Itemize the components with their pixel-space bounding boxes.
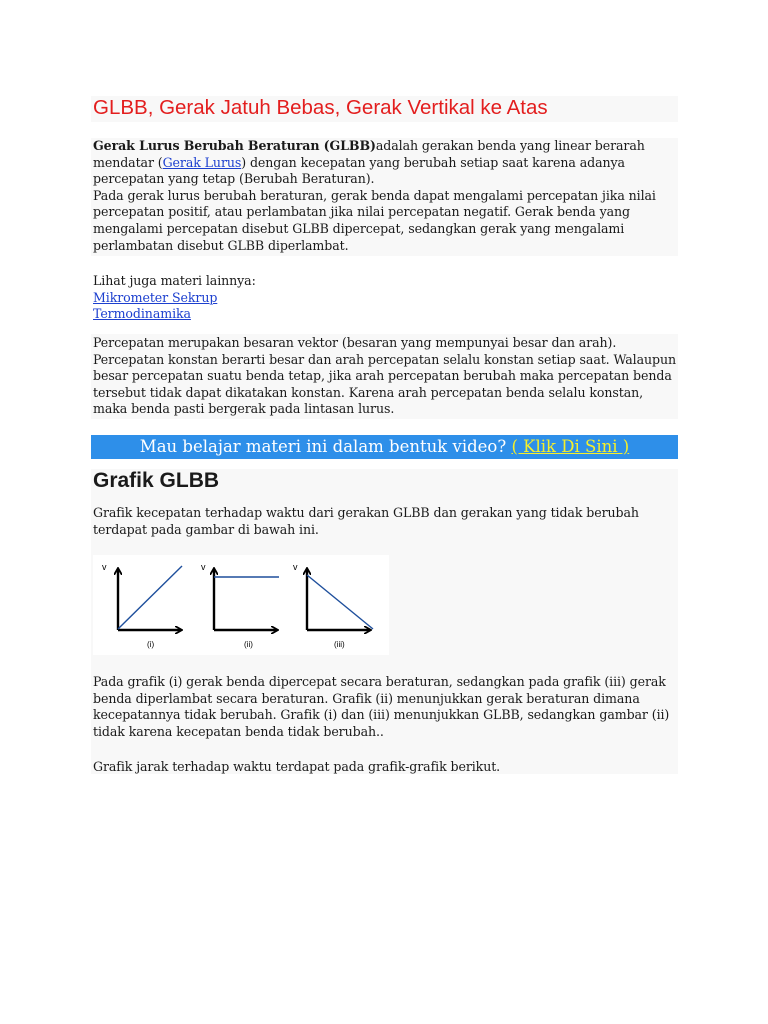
graph-ii-v-label: v [201,562,206,572]
grafik-explanation-line-1: Pada grafik (i) gerak benda dipercepat secara beraturan, sedangkan pada grafik (iii) gerak [93,674,666,689]
intro-line-7: perlambatan disebut GLBB diperlambat. [93,237,349,253]
accel-line-3: besar percepatan suatu benda tetap, jika arah percepatan berubah maka percepatan benda [93,368,672,384]
accel-line-2: Percepatan konstan berarti besar dan arah percepatan selalu konstan setiap saat. Walaupun [93,351,676,367]
graph-ii [201,562,279,649]
graph-i-accelerating-line [118,566,182,629]
grafik-jarak-paragraph [93,759,683,776]
velocity-time-graphs [93,555,389,655]
intro-line-2-pre: mendatar ( [93,154,163,170]
title-block [91,96,678,122]
graph-i-caption: (i) [147,640,155,649]
graph-iii-decelerating-line [307,575,373,629]
klik-di-sini-link[interactable]: ( Klik Di Sini ) [511,437,630,456]
grafik-intro-line-2: terdapat pada gambar di bawah ini. [93,521,319,537]
graph-iii [293,562,373,649]
intro-line-1-text: adalah gerakan benda yang linear berarah [375,138,645,153]
page-title: GLBB, Gerak Jatuh Bebas, Gerak Vertikal ke Atas [93,96,548,119]
grafik-jarak-line: Grafik jarak terhadap waktu terdapat pada grafik-grafik berikut. [93,759,501,774]
see-also-label: Lihat juga materi lainnya: [93,273,256,288]
grafik-explanation [93,674,683,740]
termodinamika-link[interactable]: Termodinamika [93,306,191,322]
grafik-intro [93,505,683,538]
graph-iii-caption: (iii) [334,640,345,649]
grafik-explanation-line-3: kecepatannya tidak berubah. Grafik (i) dan (iii) menunjukkan GLBB, sedangkan gambar (ii) [93,707,670,723]
graph-i [102,562,182,649]
accel-line-1: Percepatan merupakan besaran vektor (besaran yang mempunyai besar dan arah). [93,335,617,350]
graph-i-v-label: v [102,562,107,572]
see-also [93,273,683,323]
intro-line-5: percepatan positif, atau perlambatan jika nilai percepatan negatif. Gerak benda yang [93,204,630,220]
intro-line-3: percepatan yang tetap (Berubah Beraturan). [93,171,375,187]
graph-iii-v-label: v [293,562,298,572]
grafik-glbb-heading: Grafik GLBB [93,469,220,492]
accel-line-4: tersebut tidak dapat dikatakan konstan. Karena arah percepatan benda selalu konstan, [93,384,644,400]
glbb-term: Gerak Lurus Berubah Beraturan (GLBB) [93,138,376,153]
gerak-lurus-link[interactable]: Gerak Lurus [162,154,242,170]
velocity-time-graphs-figure [93,555,389,655]
intro-line-1 [93,138,683,155]
intro-paragraph [93,138,683,254]
intro-line-6: mengalami percepatan disebut GLBB dipercepat, sedangkan gerak yang mengalami [93,220,625,236]
accel-paragraph [93,335,683,418]
grafik-explanation-line-4: tidak karena kecepatan benda tidak berubah.. [93,723,384,739]
graph-ii-caption: (ii) [244,640,253,649]
video-banner-text: Mau belajar materi ini dalam bentuk video? [139,437,512,456]
mikrometer-sekrup-link[interactable]: Mikrometer Sekrup [93,289,218,305]
grafik-explanation-line-2: benda diperlambat secara beraturan. Grafik (ii) menunjukkan gerak beraturan dimana [93,690,640,706]
accel-line-5: maka benda pasti bergerak pada lintasan lurus. [93,401,395,417]
grafik-intro-line-1: Grafik kecepatan terhadap waktu dari gerakan GLBB dan gerakan yang tidak berubah [93,505,639,520]
intro-line-2-post: ) dengan kecepatan yang berubah setiap saat karena adanya [241,154,625,170]
intro-line-2 [93,155,683,172]
intro-line-4: Pada gerak lurus berubah beraturan, gerak benda dapat mengalami percepatan jika nilai [93,187,656,203]
video-banner [91,435,678,459]
